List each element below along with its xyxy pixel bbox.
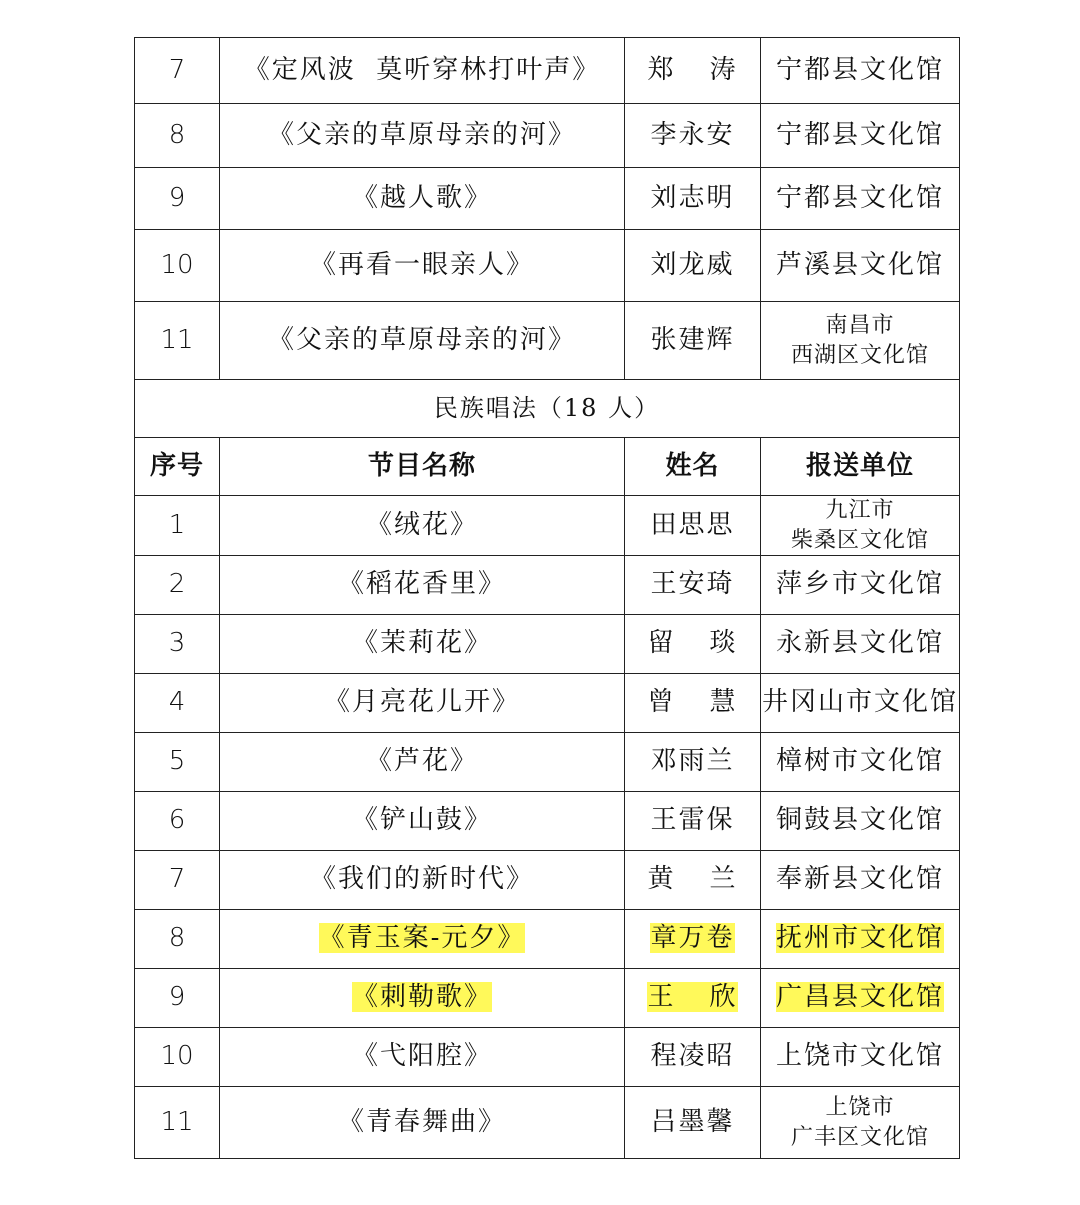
- table-row: [135, 168, 960, 230]
- program-title: [220, 674, 625, 733]
- program-title: [220, 792, 625, 851]
- submitting-unit: [761, 969, 960, 1028]
- unit-text: 广昌县文化馆: [775, 982, 944, 1013]
- submitting-unit: [761, 674, 960, 733]
- row-number: 1: [135, 496, 220, 556]
- unit-text: 樟树市文化馆: [775, 746, 944, 777]
- name-part: 王安琦: [650, 569, 735, 600]
- table-row: [135, 496, 960, 556]
- unit-text: 萍乡市文化馆: [775, 569, 944, 600]
- program-title-text: 《绒花》: [365, 509, 478, 540]
- program-title: [220, 910, 625, 969]
- performer-name-text: [650, 183, 734, 213]
- row-number: 2: [135, 556, 220, 615]
- program-title: [220, 496, 625, 556]
- program-title-text: 《青玉案-元夕》: [318, 923, 526, 954]
- program-title-text: 《月亮花儿开》: [323, 687, 520, 718]
- unit-text: 宁都县文化馆: [775, 182, 944, 213]
- performer-name: [625, 556, 761, 615]
- unit-line: 九江市: [825, 498, 895, 523]
- program-title-text: 《芦花》: [365, 746, 478, 777]
- program-title-text: 《稻花香里》: [337, 569, 506, 600]
- program-title: [220, 38, 625, 104]
- top-rows: [135, 38, 960, 1159]
- submitting-unit: [761, 230, 960, 302]
- performer-name-text: [650, 1107, 734, 1137]
- submitting-unit: [761, 38, 960, 104]
- name-part: 琰: [709, 628, 738, 659]
- table-row: [135, 792, 960, 851]
- table-row: [135, 615, 960, 674]
- name-part: 李永安: [650, 119, 735, 150]
- name-part: 兰: [709, 864, 738, 895]
- program-title: [220, 969, 625, 1028]
- unit-text: 宁都县文化馆: [775, 119, 944, 150]
- unit-line: 广丰区文化馆: [790, 1124, 929, 1150]
- performer-name-text: [647, 982, 737, 1012]
- table-row: [135, 969, 960, 1028]
- submitting-unit: [761, 104, 960, 168]
- row-number: 7: [135, 38, 220, 104]
- performer-name: [625, 1087, 761, 1159]
- name-part: 程凌昭: [650, 1041, 735, 1072]
- column-header-row: [135, 438, 960, 496]
- program-title-text: 《茉莉花》: [351, 628, 492, 659]
- section-title-row: [135, 380, 960, 438]
- performer-name: [625, 38, 761, 104]
- performer-name: [625, 168, 761, 230]
- unit-text: 铜鼓县文化馆: [775, 805, 944, 836]
- unit-text: 奉新县文化馆: [775, 864, 944, 895]
- program-title-text: 《刺勒歌》: [351, 982, 492, 1013]
- unit-text: 井冈山市文化馆: [761, 687, 958, 718]
- row-number: 11: [135, 302, 220, 380]
- row-number: 5: [135, 733, 220, 792]
- performer-name: [625, 851, 761, 910]
- name-part: 刘龙威: [650, 249, 735, 280]
- program-title: [220, 851, 625, 910]
- performer-name-text: [650, 325, 734, 355]
- performer-name: [625, 1028, 761, 1087]
- table-row: [135, 1028, 960, 1087]
- submitting-unit: [761, 1028, 960, 1087]
- table-row: [135, 230, 960, 302]
- submitting-unit: [761, 910, 960, 969]
- performer-name-text: [647, 864, 737, 894]
- row-number: 9: [135, 168, 220, 230]
- submitting-unit: [761, 302, 960, 380]
- submitting-unit: [761, 851, 960, 910]
- name-part: 王: [647, 982, 676, 1013]
- submitting-unit: [761, 615, 960, 674]
- submitting-unit: [761, 792, 960, 851]
- name-part: 吕墨馨: [650, 1106, 735, 1137]
- name-part: 王雷保: [650, 805, 735, 836]
- unit-text: 宁都县文化馆: [775, 54, 944, 85]
- program-title: [220, 733, 625, 792]
- table-row: [135, 302, 960, 380]
- performer-name: [625, 792, 761, 851]
- program-title-text: 《再看一眼亲人》: [309, 249, 534, 280]
- name-part: 邓雨兰: [650, 746, 735, 777]
- program-title-text: 《弋阳腔》: [351, 1041, 492, 1072]
- name-part: 黄: [647, 864, 676, 895]
- unit-line: 柴桑区文化馆: [790, 527, 929, 553]
- table-row: [135, 733, 960, 792]
- program-title: [220, 302, 625, 380]
- unit-line: 西湖区文化馆: [790, 342, 929, 368]
- program-title: [220, 556, 625, 615]
- row-number: 11: [135, 1087, 220, 1159]
- submitting-unit: [761, 168, 960, 230]
- header-title: 节目名称: [220, 438, 625, 496]
- performer-name: [625, 496, 761, 556]
- table-row: [135, 910, 960, 969]
- performer-name-text: [647, 55, 737, 85]
- unit-line: 上饶市: [825, 1095, 895, 1121]
- header-num: 序号: [135, 438, 220, 496]
- performer-name-text: [647, 687, 737, 717]
- program-title: [220, 1087, 625, 1159]
- performer-name: [625, 733, 761, 792]
- performer-name: [625, 910, 761, 969]
- name-part: 章万卷: [650, 923, 735, 954]
- unit-line: 南昌市: [825, 312, 895, 338]
- row-number: 3: [135, 615, 220, 674]
- name-part: 刘志明: [650, 182, 735, 213]
- row-number: 8: [135, 910, 220, 969]
- performer-name: [625, 615, 761, 674]
- row-number: 10: [135, 1028, 220, 1087]
- table-row: [135, 851, 960, 910]
- row-number: 7: [135, 851, 220, 910]
- unit-text: 上饶市文化馆: [775, 1041, 944, 1072]
- program-title-text: 《定风波 莫听穿林打叶声》: [243, 54, 601, 85]
- unit-text: 抚州市文化馆: [775, 923, 944, 954]
- header-name: 姓名: [625, 438, 761, 496]
- performer-name: [625, 674, 761, 733]
- performer-name-text: [650, 1041, 734, 1071]
- name-part: 郑: [647, 54, 676, 85]
- performer-name-text: [650, 250, 734, 280]
- program-title-text: 《青春舞曲》: [337, 1106, 506, 1137]
- submitting-unit: [761, 496, 960, 556]
- submitting-unit: [761, 733, 960, 792]
- unit-text: 永新县文化馆: [775, 628, 944, 659]
- unit-text: 芦溪县文化馆: [775, 249, 944, 280]
- performer-roster-table: [134, 37, 960, 1159]
- performer-name-text: [647, 628, 737, 658]
- name-part: 慧: [709, 687, 738, 718]
- performer-name-text: [650, 746, 734, 776]
- program-title: [220, 615, 625, 674]
- performer-name: [625, 969, 761, 1028]
- name-part: 张建辉: [650, 324, 735, 355]
- program-title: [220, 230, 625, 302]
- name-part: 曾: [647, 687, 676, 718]
- row-number: 6: [135, 792, 220, 851]
- table-row: [135, 556, 960, 615]
- program-title-text: 《越人歌》: [351, 182, 492, 213]
- program-title: [220, 1028, 625, 1087]
- row-number: 10: [135, 230, 220, 302]
- program-title: [220, 104, 625, 168]
- performer-name: [625, 302, 761, 380]
- table-row: [135, 38, 960, 104]
- row-number: 9: [135, 969, 220, 1028]
- name-part: 田思思: [650, 509, 735, 540]
- table-row: [135, 1087, 960, 1159]
- section-title: 民族唱法（18 人）: [135, 380, 960, 438]
- header-unit: 报送单位: [761, 438, 960, 496]
- submitting-unit: [761, 1087, 960, 1159]
- performer-name-text: [650, 923, 734, 953]
- row-number: 8: [135, 104, 220, 168]
- name-part: 涛: [709, 54, 738, 85]
- name-part: 留: [647, 628, 676, 659]
- program-title-text: 《父亲的草原母亲的河》: [267, 119, 576, 150]
- performer-name: [625, 104, 761, 168]
- program-title-text: 《我们的新时代》: [309, 864, 534, 895]
- performer-name-text: [650, 510, 734, 540]
- table-row: [135, 674, 960, 733]
- name-part: 欣: [709, 982, 738, 1013]
- performer-name-text: [650, 805, 734, 835]
- program-title-text: 《铲山鼓》: [351, 805, 492, 836]
- row-number: 4: [135, 674, 220, 733]
- program-title: [220, 168, 625, 230]
- table-row: [135, 104, 960, 168]
- performer-name-text: [650, 569, 734, 599]
- program-title-text: 《父亲的草原母亲的河》: [267, 324, 576, 355]
- performer-name-text: [650, 120, 734, 150]
- submitting-unit: [761, 556, 960, 615]
- performer-name: [625, 230, 761, 302]
